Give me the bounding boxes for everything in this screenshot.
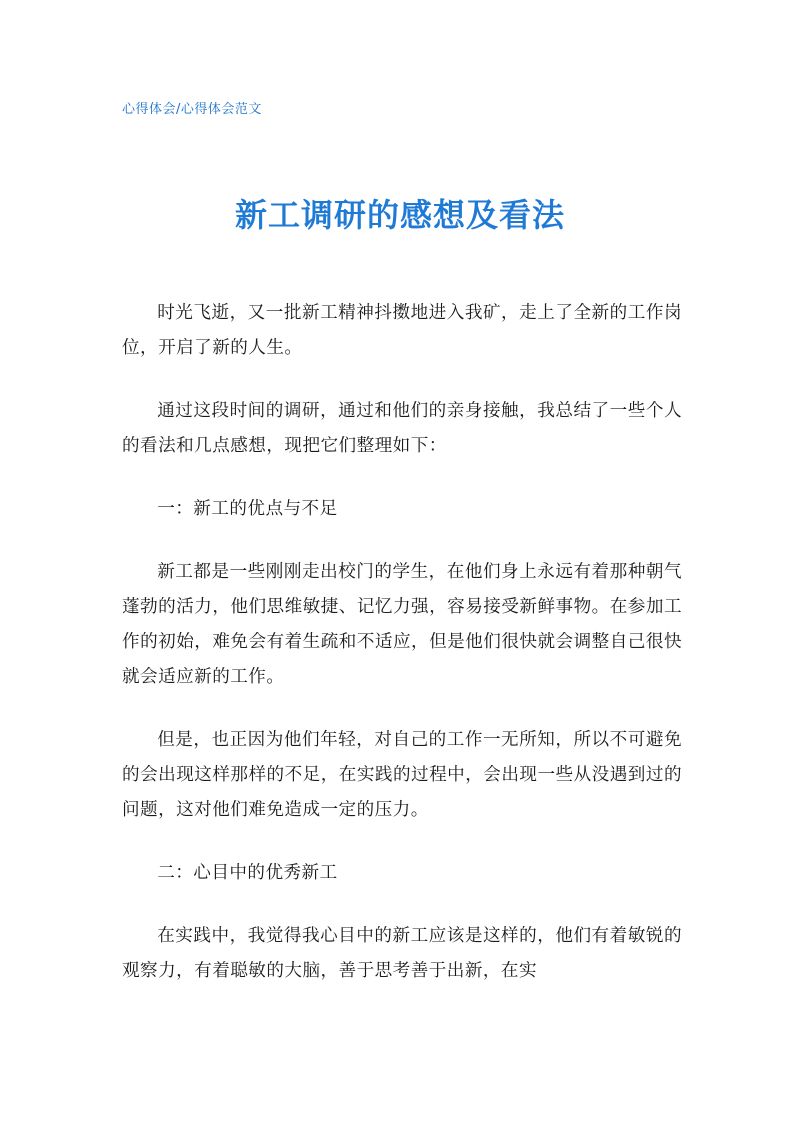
- paragraph-weaknesses: 但是，也正因为他们年轻，对自己的工作一无所知，所以不可避免的会出现这样那样的不足，在实践的过程中，会出现一些从没遇到过的问题，这对他们难免造成一定的压力。: [122, 730, 682, 820]
- paragraph-summary: 通过这段时间的调研，通过和他们的亲身接触，我总结了一些个人的看法和几点感想，现把它们整理如下：: [122, 401, 682, 456]
- breadcrumb-link-xindetihui-fanwen[interactable]: 心得体会范文: [180, 102, 262, 117]
- breadcrumb: [122, 98, 262, 117]
- document-body: [122, 296, 682, 1017]
- paragraph-intro: 时光飞逝，又一批新工精神抖擞地进入我矿，走上了全新的工作岗位，开启了新的人生。: [122, 303, 682, 358]
- breadcrumb-link-xindetihui[interactable]: 心得体会: [122, 102, 177, 117]
- breadcrumb-separator: /: [176, 102, 181, 117]
- section-heading-2: 二：心目中的优秀新工: [157, 863, 338, 883]
- paragraph-ideal-new-worker: 在实践中，我觉得我心目中的新工应该是这样的，他们有着敏锐的观察力，有着聪敏的大脑，善于思考善于出新，在实: [122, 926, 682, 981]
- paragraph-strengths: 新工都是一些刚刚走出校门的学生，在他们身上永远有着那种朝气蓬勃的活力，他们思维敏捷、记忆力强，容易接受新鲜事物。在参加工作的初始，难免会有着生疏和不适应，但是他们很快就会调整自己很快就会适应新的工作。: [122, 562, 682, 687]
- section-heading-1: 一：新工的优点与不足: [157, 499, 338, 519]
- page-title: 新工调研的感想及看法: [234, 196, 565, 234]
